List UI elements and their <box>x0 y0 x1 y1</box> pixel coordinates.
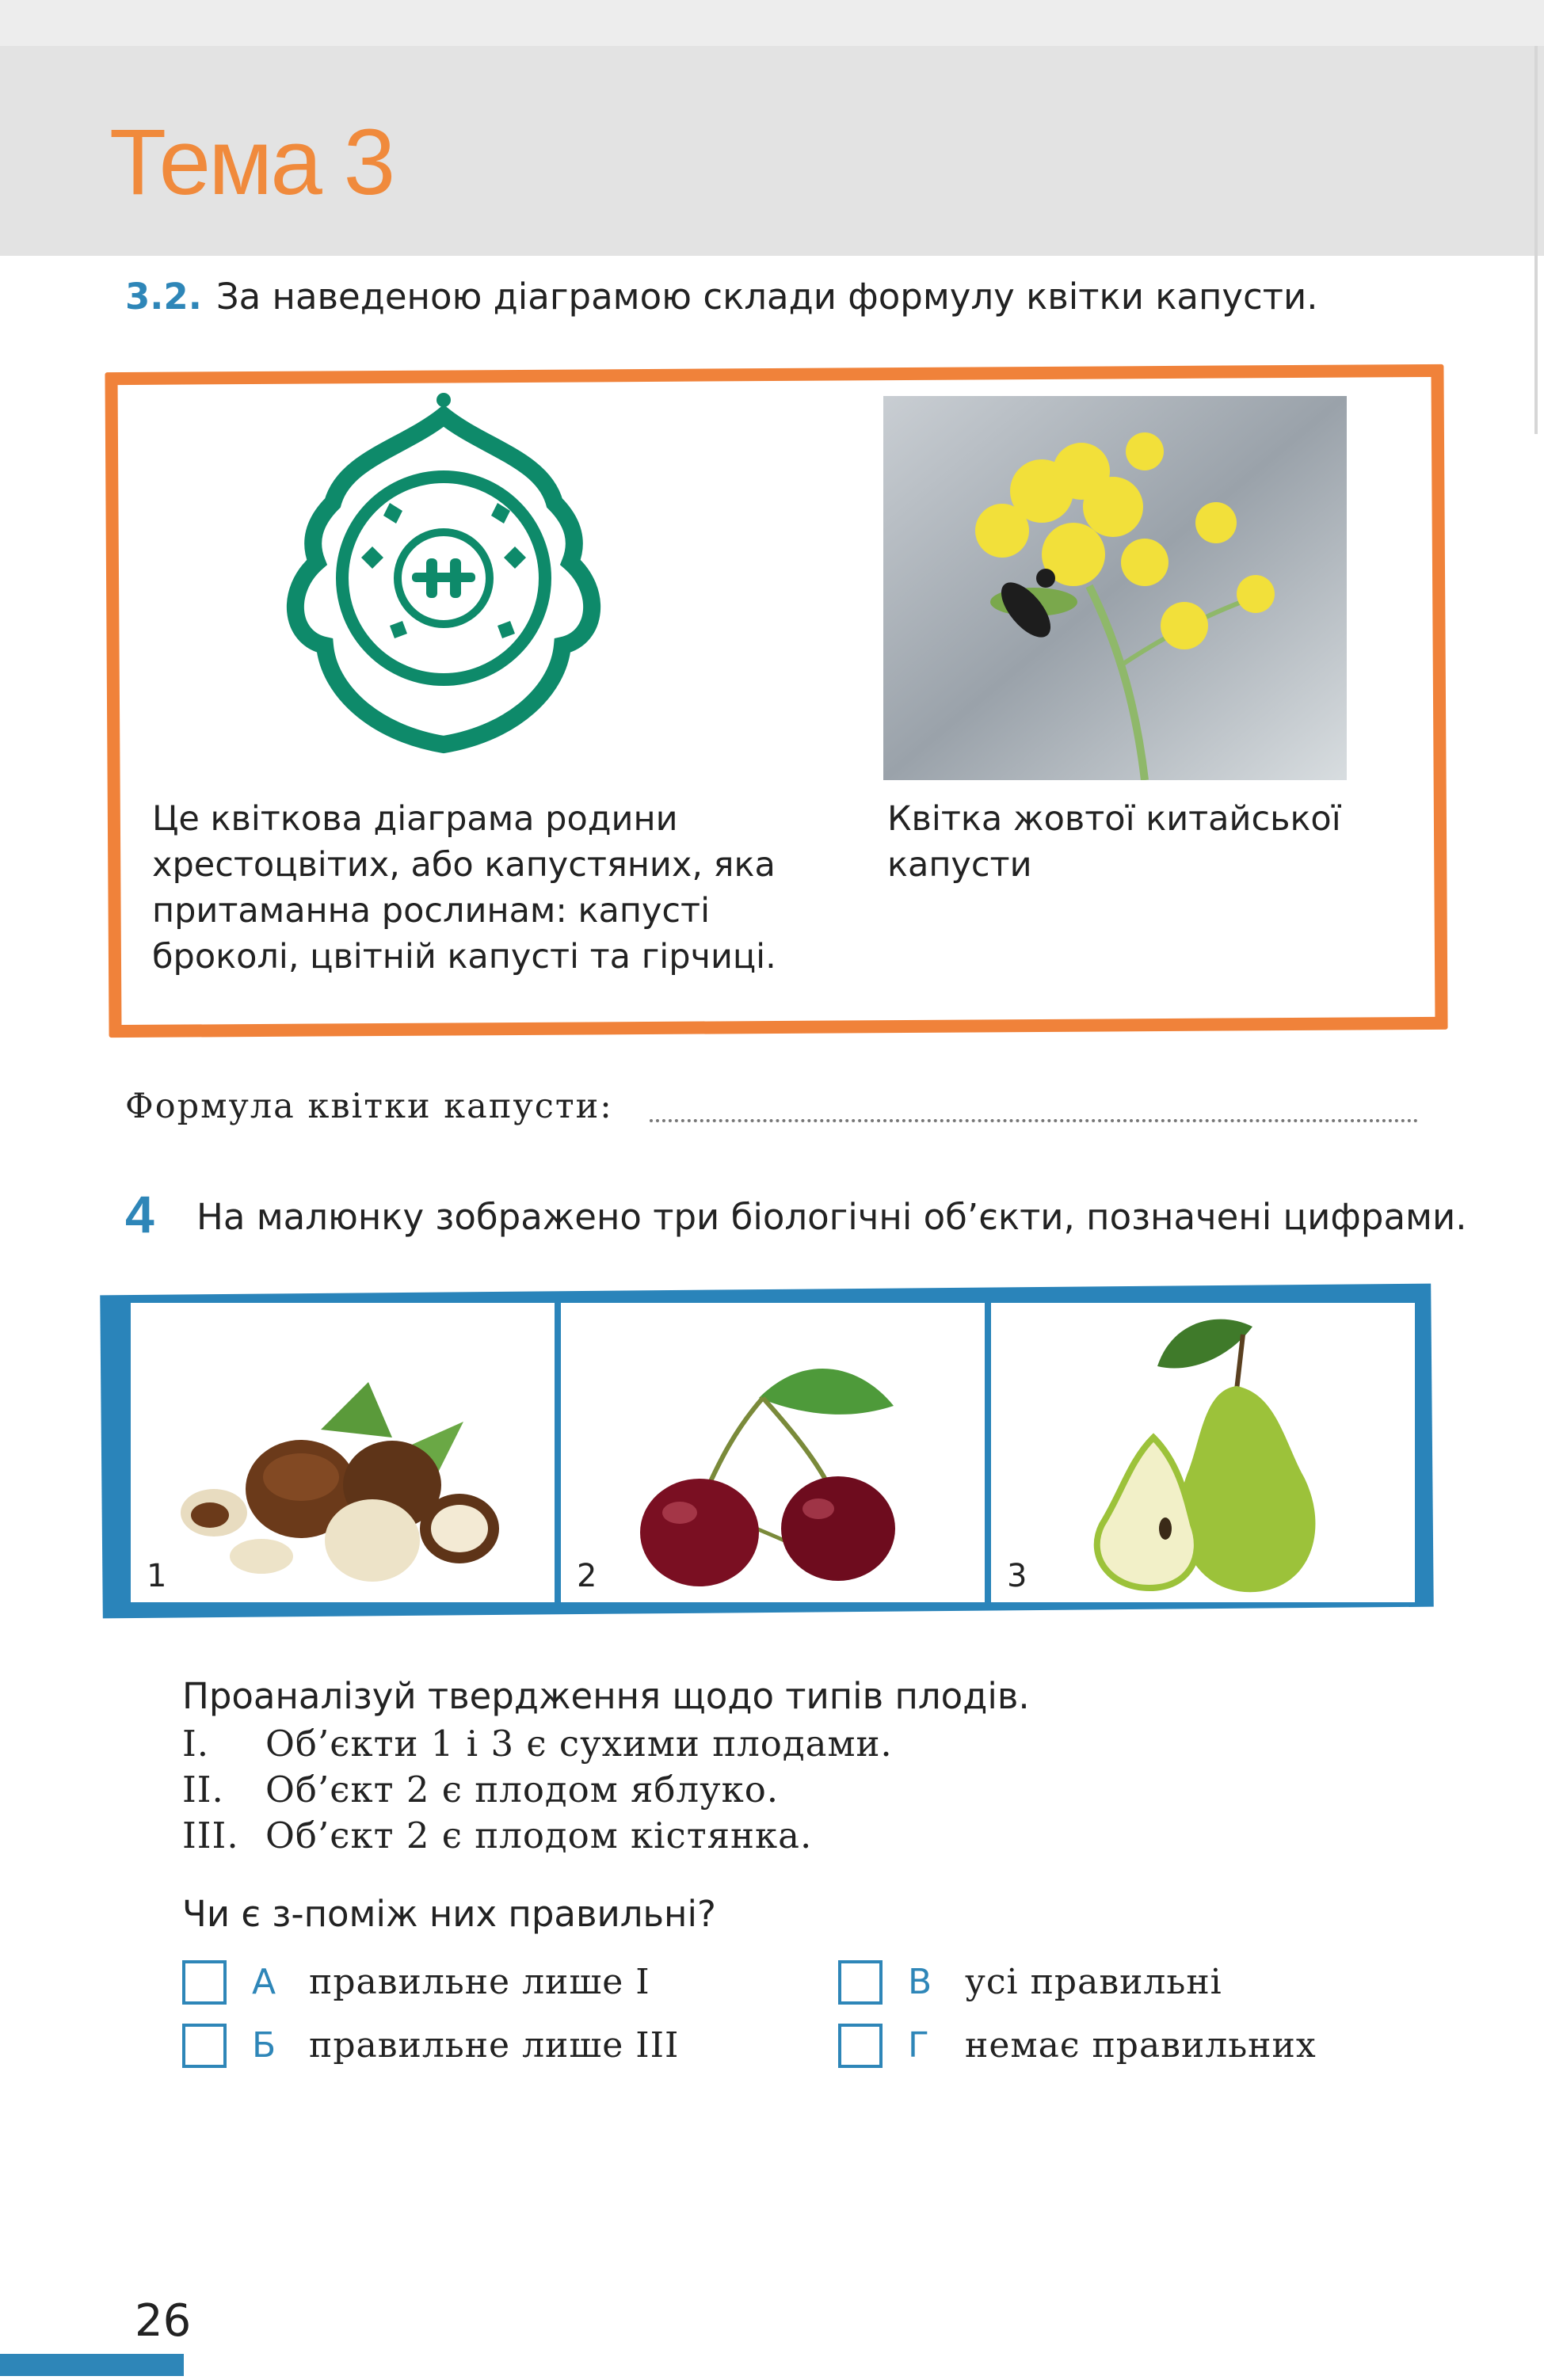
option-text: немає правильних <box>965 2025 1317 2066</box>
formula-label: Формула квітки капусти: <box>125 1087 613 1126</box>
pear-image <box>991 1303 1415 1602</box>
top-strip <box>0 0 1544 46</box>
page-number: 26 <box>135 2295 192 2347</box>
task-number: 3.2. <box>125 276 202 318</box>
option-letter: А <box>252 1962 276 2002</box>
option-letter: Б <box>252 2025 276 2066</box>
image-cell-1 <box>131 1303 555 1602</box>
yellow-flower-photo <box>883 396 1347 780</box>
task-3-2-heading <box>125 273 1318 321</box>
image-cell-3 <box>991 1303 1415 1602</box>
statement-number: II. <box>182 1769 224 1811</box>
option-letter: В <box>908 1962 932 2002</box>
diagram-caption: Це квіткова діаграма родини хрестоцвітих, або капустяних, яка притаманна рослинам: капусті броколі, цвітній капусті та гірчиці. <box>152 799 776 977</box>
statement-number: III. <box>182 1815 239 1856</box>
task-4-text: На малюнку зображено три біологічні об’єкти, позначені цифрами. <box>196 1196 1467 1238</box>
statement-3 <box>182 1815 812 1856</box>
option-b-checkbox[interactable] <box>182 2024 227 2068</box>
cherry-image <box>561 1303 985 1602</box>
statement-number: I. <box>182 1723 210 1765</box>
option-text: правильне лише I <box>309 1962 650 2002</box>
image-label-1: 1 <box>147 1558 167 1594</box>
option-text: правильне лише III <box>309 2025 680 2066</box>
image-label-3: 3 <box>1007 1558 1027 1594</box>
formula-answer-line[interactable] <box>650 1119 1418 1122</box>
analyze-instruction: Проаналізуй твердження щодо типів плодів. <box>182 1675 1030 1717</box>
statement-1 <box>182 1723 893 1765</box>
image-cell-2 <box>561 1303 985 1602</box>
page-number-bar <box>0 2354 184 2376</box>
flower-diagram-image <box>269 384 618 788</box>
statement-text: Об’єкт 2 є плодом кістянка. <box>265 1815 813 1856</box>
hazelnut-image <box>131 1303 555 1602</box>
photo-caption: Квітка жовтої китайської капусти <box>887 799 1341 885</box>
statement-2 <box>182 1769 779 1811</box>
statement-text: Об’єкти 1 і 3 є сухими плодами. <box>265 1723 893 1765</box>
page-edge-divider <box>1534 46 1538 434</box>
option-text: усі правильні <box>965 1962 1222 2002</box>
image-label-2: 2 <box>577 1558 597 1594</box>
option-g-checkbox[interactable] <box>838 2024 883 2068</box>
page-header <box>0 46 1544 256</box>
question-text: Чи є з-поміж них правильні? <box>182 1893 716 1935</box>
option-a-checkbox[interactable] <box>182 1960 227 2005</box>
statement-text: Об’єкт 2 є плодом яблуко. <box>265 1769 780 1811</box>
task-text: За наведеною діаграмою склади формулу квітки капусти. <box>215 276 1318 318</box>
option-v-checkbox[interactable] <box>838 1960 883 2005</box>
page-title: Тема 3 <box>109 110 394 215</box>
option-letter: Г <box>908 2025 929 2066</box>
task-4-number: 4 <box>125 1185 154 1243</box>
